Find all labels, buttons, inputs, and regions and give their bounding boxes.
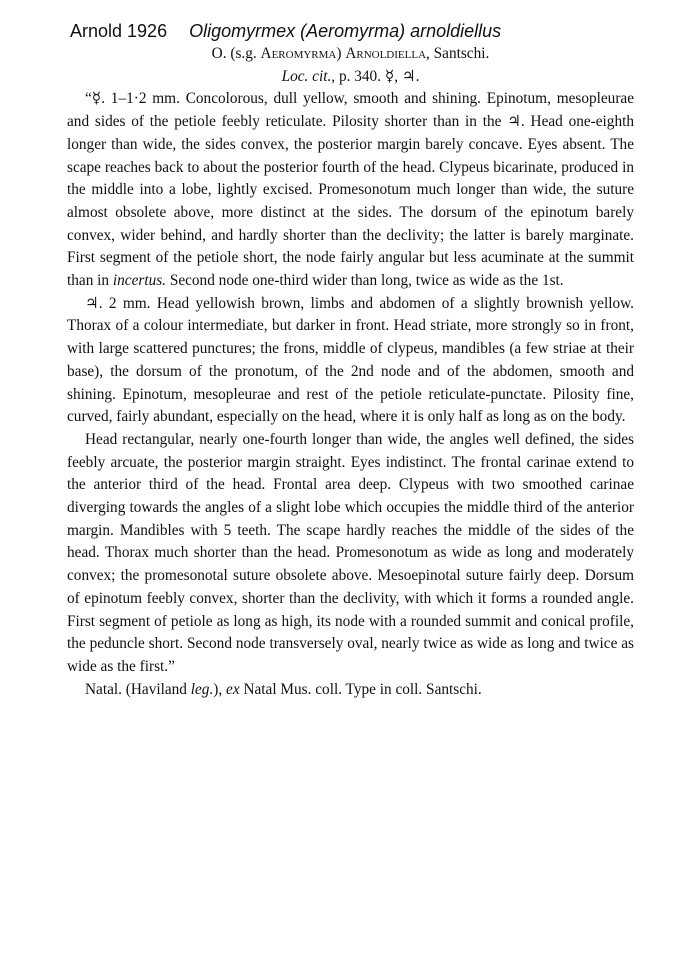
loc-abbr: Loc. cit. xyxy=(281,67,332,85)
locality-a: Natal. (Haviland xyxy=(85,680,191,698)
paragraph-locality xyxy=(67,679,634,702)
loc-ref: , p. 340. xyxy=(331,67,382,85)
locality-citation xyxy=(67,66,634,89)
document-body xyxy=(67,43,634,701)
locality-ex: ex xyxy=(226,680,240,698)
paragraph-worker xyxy=(67,88,634,292)
title-species: Arnoldiella xyxy=(345,45,427,62)
page-header xyxy=(70,20,670,42)
worker-italic: incertus. xyxy=(112,272,166,290)
worker-end: Second node one-third wider than long, twice as wide as the 1st. xyxy=(166,272,564,290)
worker-text: “☿. 1–1·2 mm. Concolorous, dull yellow, smooth and shining. Epinotum, mesopleurae and sides of the petiole feebly reticulate. Pilosity shorter than in the ♃. Head one-eighth longer than wide, the sides convex, the posterior margin barely concave. Eyes absent. The scape reaches back to about the posterior fourth of the head. Clypeus bicarinate, produced in the middle into a lobe, lightly excised. Promesonotum much longer than wide, the suture almost obsolete above, more distinct at the sides. The dorsum of the epinotum barely convex, wider behind, and hardly shorter than the declivity; the latter is barely marginate. First segment of the petiole short, the node fairly angular but less acuminate at the summit than in xyxy=(67,90,634,290)
taxon-name: Oligomyrmex (Aeromyrma) arnoldiellus xyxy=(189,21,502,41)
title-close: ) xyxy=(336,45,342,62)
locality-b: ), xyxy=(213,680,227,698)
paragraph-head: Head rectangular, nearly one-fourth longer than wide, the angles well defined, the sides feebly arcuate, the posterior margin straight. Eyes indistinct. The frontal carinae extend to the anterior third of the head. Frontal area deep. Clypeus with two smoothed carinae diverging towards the angles of a slight lobe which occupies the middle third of the anterior margin. Mandibles with 5 teeth. The scape hardly reaches the middle of the sides of the head. Thorax much shorter than the head. Promesonotum as wide as long and moderately convex; the promesonotal suture obsolete above. Mesoepinotal suture fairly deep. Dorsum of epinotum feebly convex, shorter than the declivity, with which it forms a rounded angle. First segment of petiole as long as high, its node with a rounded summit and conical profile, the peduncle short. Second node transversely oval, nearly twice as wide as long and twice as wide as the first.” xyxy=(67,430,634,675)
title-authority: , Santschi. xyxy=(426,45,490,62)
locality-c: Natal Mus. coll. Type in coll. Santschi. xyxy=(239,680,482,698)
title-subgenus: Aeromyrma xyxy=(260,45,337,62)
author-year: Arnold 1926 xyxy=(70,21,168,41)
locality-leg: leg. xyxy=(190,680,214,698)
title-prefix: O. (s.g. xyxy=(211,45,257,62)
paragraph-soldier: ♃. 2 mm. Head yellowish brown, limbs and abdomen of a slightly brownish yellow. Thorax of a colour intermediate, but darker in front. Head striate, more strongly so in front, with large scattered punctures; the frons, middle of clypeus, mandibles (a few striae at their base), the dorsum of the pronotum, of the 2nd node and of the abdomen, smooth and shining. Epinotum, mesopleurae and rest of the petiole reticulate-punctate. Pilosity fine, curved, fairly abundant, especially on the head, where it is only half as long as on the body. xyxy=(67,294,634,426)
loc-castes: ☿, ♃. xyxy=(381,67,420,85)
species-title xyxy=(67,43,634,66)
